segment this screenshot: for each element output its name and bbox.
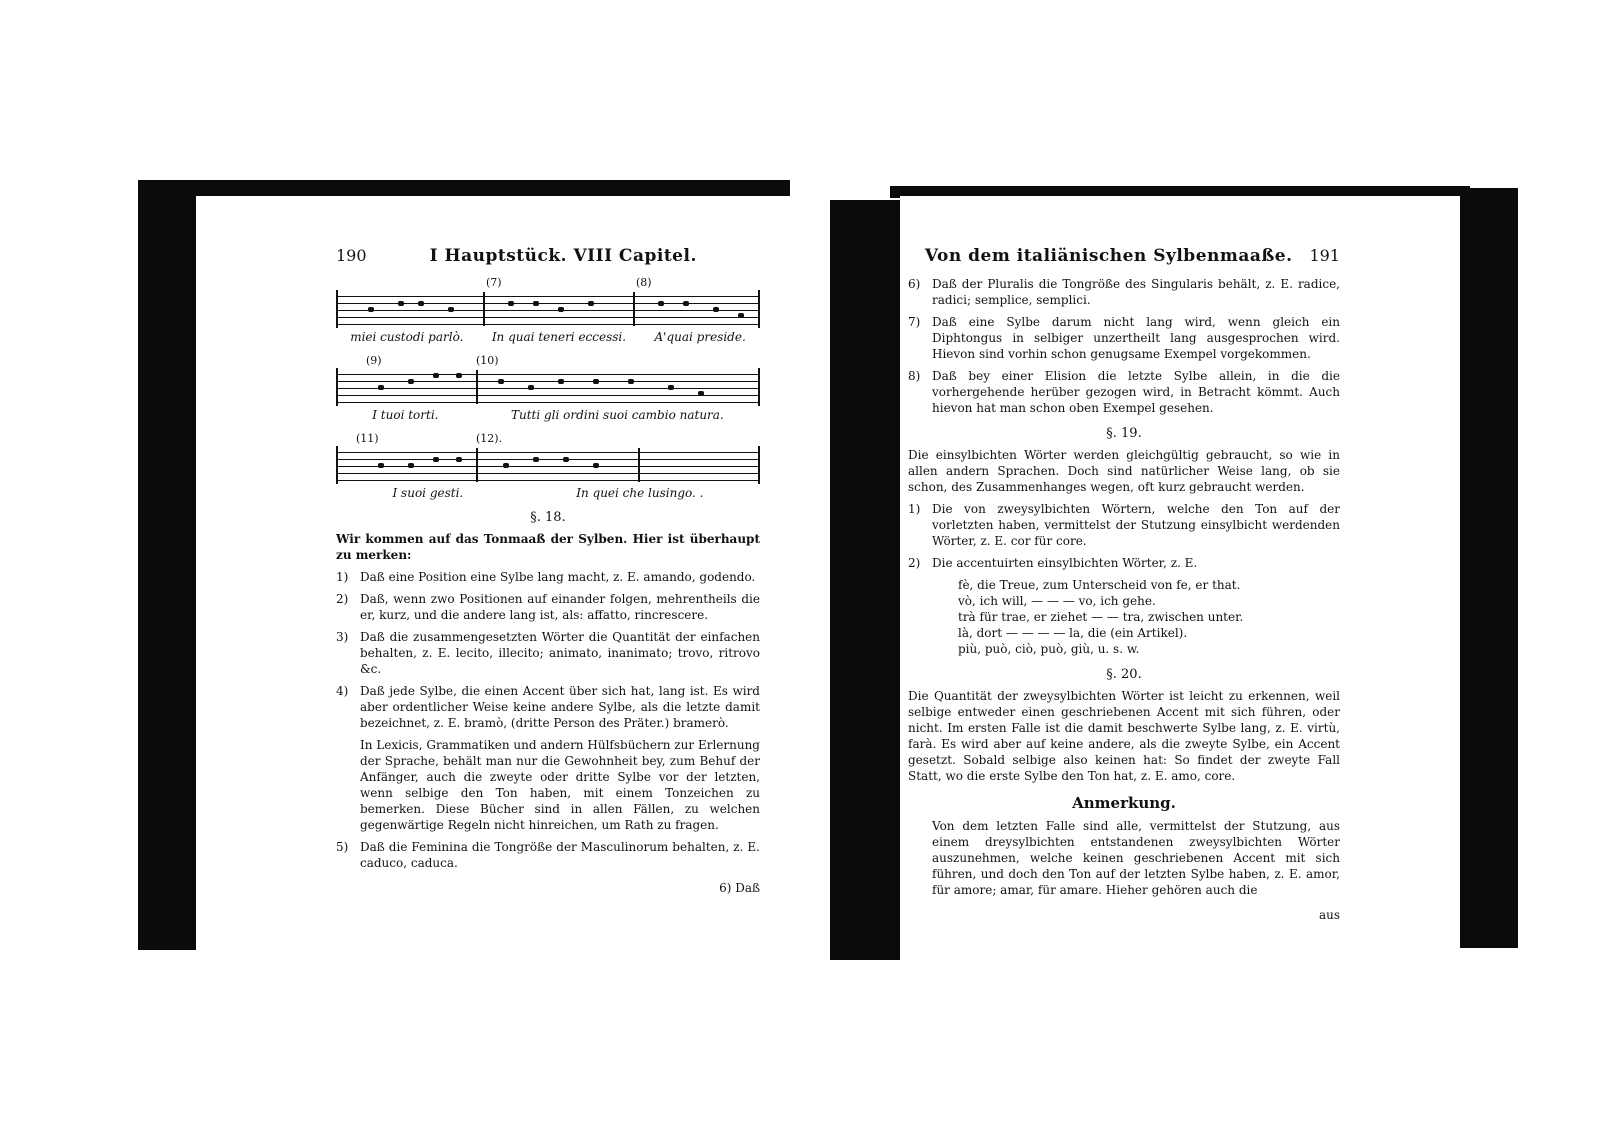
rule-item [908,314,1340,362]
rule-item [336,683,760,731]
music-row1-labels [336,276,760,290]
rule-item [336,591,760,623]
rule-number: 3) [336,630,349,644]
right-running-head [908,246,1340,266]
example-line: trà für trae, er ziehet — — tra, zwischen unter. [958,610,1244,624]
example-line: più, può, ciò, può, giù, u. s. w. [958,642,1140,656]
rule-text: Daß, wenn zwo Positionen auf einander folgen, mehrentheils die er, kurz, und die andere lang ist, als: affatto, rincrescere. [360,592,760,622]
music-row3-lyrics [336,486,760,500]
body-paragraph: In Lexicis, Grammatiken und andern Hülfsbüchern zur Erlernung der Sprache, behält man nur die Gewohnheit bey, zum Behuf der Anfänger, auch die zweyte oder dritte Sylbe vor der letzten, wenn selbige den Ton haben, mit einem Tonzeichen zu bemerken. Diese Bücher sind in allen Fällen, zu welchen gegenwärtige Regeln nicht hinreichen, um Rath zu fragen. [360,738,760,832]
rule-item [908,501,1340,549]
rule-text: Daß eine Sylbe darum nicht lang wird, wenn gleich ein Diphtongus in selbiger unzertheilt lang ausgesprochen wird. Hievon sind vorhin schon genugsame Exempel vorgekommen. [932,315,1340,361]
section-heading: §. 20. [1106,667,1142,682]
section-heading: §. 19. [1106,426,1142,441]
body-paragraph: Die einsylbichten Wörter werden gleichgültig gebraucht, so wie in allen andern Sprachen. Doch sind natürlicher Weise lang, ob sie schon, des Zusammenhanges wegen, oft kurz gebraucht werden. [908,448,1340,494]
rule-text: Daß der Pluralis die Tongröße des Singularis behält, z. E. radice, radici; semplice, semplici. [932,277,1340,307]
lyric: A'quai preside. [654,330,746,344]
book-edge-left [138,180,198,950]
left-running-title: I Hauptstück. VIII Capitel. [429,246,697,266]
rule-text: Daß eine Position eine Sylbe lang macht, z. E. amando, godendo. [360,570,756,584]
rule-item [336,839,760,871]
music-row1-lyrics [336,330,760,344]
rule-text: Daß bey einer Elision die letzte Sylbe allein, in die die vorhergehende herüber gezogen wird, in Betracht kömmt. Auch hievon hat man schon oben Exempel gesehen. [932,369,1340,415]
right-page-number: 191 [1309,246,1340,265]
rule-text: Daß jede Sylbe, die einen Accent über sich hat, lang ist. Es wird aber ordentlicher Weise keine andere Sylbe, als die letzte damit bezeichnet, z. E. bramò, (dritte Person des Präter.) bramerò. [360,684,760,730]
music-staff-1 [336,290,760,328]
lyric: I suoi gesti. [392,486,464,500]
example-line: là, dort — — — — la, die (ein Artikel). [958,626,1188,640]
rule-item [336,629,760,677]
music-label: (9) [366,354,382,367]
rule-text: Daß die zusammengesetzten Wörter die Quantität der einfachen behalten, z. E. lecito, illecito; animato, inanimato; trovo, ritrovo &c. [360,630,760,676]
rule-number: 4) [336,684,349,698]
right-running-title: Von dem italiänischen Sylbenmaaße. [924,246,1293,266]
left-page-number: 190 [336,246,367,265]
music-label: (12). [476,432,503,445]
rule-number: 8) [908,369,921,383]
rule-text: Die von zweysylbichten Wörtern, welche den Ton auf der vorletzten haben, vermittelst der Stutzung einsylbicht werdenden Wörter, z. E. cor für core. [932,502,1340,548]
lyric: I tuoi torti. [372,408,439,422]
left-running-head [336,246,760,266]
rule-number: 2) [336,592,349,606]
right-page [900,196,1460,966]
rule-number: 1) [336,570,349,584]
catchword: 6) Daß [719,881,760,895]
rule-number: 5) [336,840,349,854]
music-label: (7) [486,276,502,289]
music-staff-3 [336,446,760,484]
rule-number: 7) [908,315,921,329]
book-gutter [830,200,900,960]
rule-number: 6) [908,277,921,291]
rule-item [908,368,1340,416]
rule-item [908,555,1340,571]
lyric: In quai teneri eccessi. [491,330,627,344]
music-label: (10) [476,354,499,367]
book-edge-right [1460,188,1518,948]
rule-number: 2) [908,556,921,570]
rule-item [336,569,760,585]
music-row3-labels [336,432,760,446]
example-line: vò, ich will, — — — vo, ich gehe. [958,594,1156,608]
section-heading: §. 18. [530,510,566,525]
section-intro: Wir kommen auf das Tonmaaß der Sylben. Hier ist überhaupt zu merken: [336,532,760,562]
music-label: (8) [636,276,652,289]
lyric: miei custodi parlò. [350,330,464,344]
music-staff-2 [336,368,760,406]
body-paragraph: Von dem letzten Falle sind alle, vermittelst der Stutzung, aus einem dreysylbichten entstandenen zweysylbichten Wörter auszunehmen, welche keinen geschriebenen Accent mit sich führen, und doch den Ton auf der letzten Sylbe haben, z. E. amor, für amore; amar, für amare. Hieher gehören auch die [932,819,1340,897]
note-heading: Anmerkung. [1072,794,1176,812]
catchword: aus [1318,908,1340,922]
music-row2-lyrics [336,408,760,422]
example-line: fè, die Treue, zum Unterscheid von fe, er that. [958,578,1241,592]
lyric: In quei che lusingo. . [576,486,704,500]
rule-number: 1) [908,502,921,516]
rule-item [908,276,1340,308]
music-label: (11) [356,432,379,445]
music-row2-labels [336,354,760,368]
music-examples [336,276,760,500]
rule-text: Daß die Feminina die Tongröße der Masculinorum behalten, z. E. caduco, caduca. [360,840,760,870]
rule-text: Die accentuirten einsylbichten Wörter, z. E. [932,556,1198,570]
left-page [196,196,830,972]
body-paragraph: Die Quantität der zweysylbichten Wörter ist leicht zu erkennen, weil selbige entweder einen geschriebenen Accent mit sich führen, oder nicht. Im ersten Falle ist die damit beschwerte Sylbe lang, z. E. virtù, farà. Es wird aber auf keine andere, als die zweyte Sylbe, ein Accent gesetzt. Sobald selbige also keinen hat: So findet der zweyte Fall Statt, wo die erste Sylbe den Ton hat, z. E. amo, core. [908,689,1340,783]
lyric: Tutti gli ordini suoi cambio natura. [510,408,724,422]
